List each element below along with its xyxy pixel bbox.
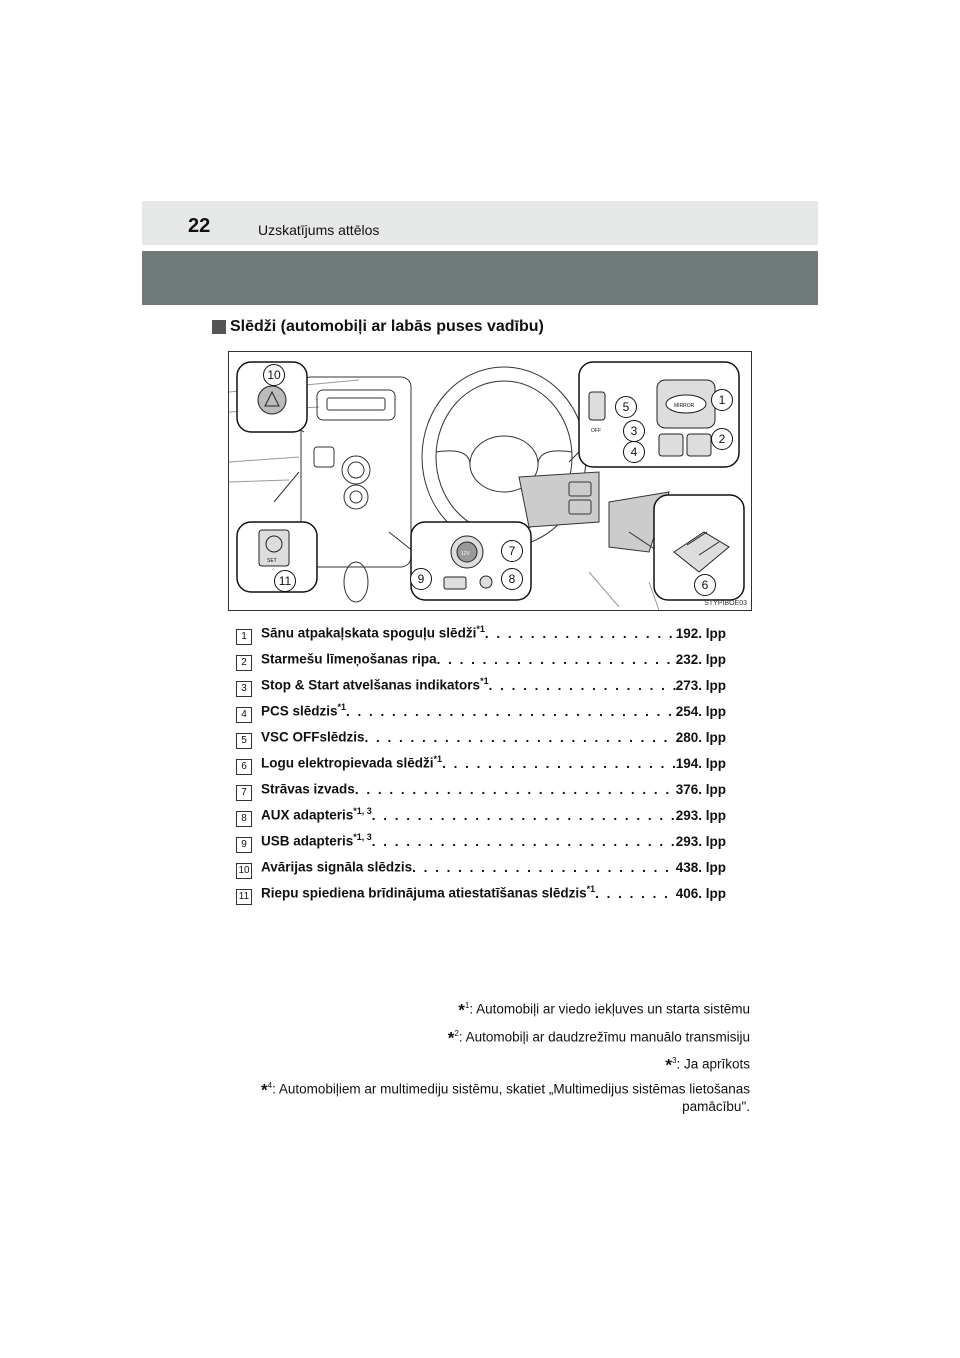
off-label: OFF bbox=[591, 428, 601, 434]
mirror-label: MIRROR bbox=[674, 403, 695, 409]
page-reference: 280. lpp bbox=[675, 729, 726, 745]
list-item bbox=[236, 728, 726, 754]
item-label: Avārijas signāla slēdzis bbox=[261, 859, 413, 875]
footnote: *$^1$: Automobiļi ar viedo iekļuves un starta sistēmu bbox=[458, 1000, 750, 1020]
callout-1: 1 bbox=[711, 389, 733, 411]
footnotes bbox=[230, 994, 750, 1115]
callout-11: 11 bbox=[274, 570, 296, 592]
figure-code: STYPIBOE03 bbox=[704, 600, 747, 607]
item-label: AUX adapteris$^{*1, 3}$ bbox=[261, 806, 372, 823]
list-item bbox=[236, 650, 726, 676]
12v-label: 12V bbox=[461, 551, 470, 557]
item-number: 5 bbox=[236, 733, 252, 749]
page-reference: 406. lpp bbox=[675, 885, 726, 901]
callout-8: 8 bbox=[501, 568, 523, 590]
section-heading-text: Slēdži (automobiļi ar labās puses vadību) bbox=[230, 318, 544, 335]
page-reference: 273. lpp bbox=[675, 677, 726, 693]
page-reference: 438. lpp bbox=[675, 859, 726, 875]
page-title: Uzskatījums attēlos bbox=[258, 222, 380, 238]
page-header bbox=[142, 201, 818, 245]
switches-illustration bbox=[228, 351, 752, 611]
square-bullet-icon bbox=[212, 320, 226, 334]
page-reference: 376. lpp bbox=[675, 781, 726, 797]
item-number: 11 bbox=[236, 889, 252, 905]
item-number: 6 bbox=[236, 759, 252, 775]
callout-9: 9 bbox=[410, 568, 432, 590]
cockpit-drawing bbox=[229, 352, 751, 610]
item-number: 3 bbox=[236, 681, 252, 697]
list-item bbox=[236, 702, 726, 728]
item-number: 1 bbox=[236, 629, 252, 645]
callout-3: 3 bbox=[623, 420, 645, 442]
page-reference: 293. lpp bbox=[675, 807, 726, 823]
item-label: Logu elektropievada slēdži$^{*1}$ bbox=[261, 754, 443, 771]
set-label: SET bbox=[267, 558, 277, 564]
item-number: 4 bbox=[236, 707, 252, 723]
item-number: 2 bbox=[236, 655, 252, 671]
item-label: Stop & Start atvelšanas indikators$^{*1}$ bbox=[261, 676, 489, 693]
item-label: Sānu atpakaļskata spoguļu slēdži$^{*1}$ bbox=[261, 624, 485, 641]
item-label: Riepu spiediena brīdinājuma atiestatīšanas slēdzis$^{*1}$ bbox=[261, 884, 596, 901]
page-number: 22 bbox=[188, 215, 211, 237]
item-number: 9 bbox=[236, 837, 252, 853]
page-reference: 194. lpp bbox=[675, 755, 726, 771]
switch-list bbox=[236, 624, 726, 910]
list-item bbox=[236, 858, 726, 884]
list-item bbox=[236, 884, 726, 910]
header-band bbox=[142, 251, 818, 305]
page-reference: 232. lpp bbox=[675, 651, 726, 667]
footnote: *$^4$: Automobiļiem ar multimediju sistēmu, skatiet „Multimedijus sistēmas lietošanas pamācību". bbox=[261, 1080, 750, 1114]
callout-2: 2 bbox=[711, 428, 733, 450]
callout-7: 7 bbox=[501, 540, 523, 562]
item-label: Starmešu līmeņošanas ripa bbox=[261, 651, 437, 667]
page-reference: 254. lpp bbox=[675, 703, 726, 719]
callout-5: 5 bbox=[615, 396, 637, 418]
list-item bbox=[236, 832, 726, 858]
list-item bbox=[236, 780, 726, 806]
footnote: *$^3$: Ja aprīkots bbox=[665, 1055, 750, 1075]
list-item bbox=[236, 676, 726, 702]
list-item bbox=[236, 806, 726, 832]
callout-4: 4 bbox=[623, 441, 645, 463]
callout-10: 10 bbox=[263, 364, 285, 386]
item-label: USB adapteris$^{*1, 3}$ bbox=[261, 832, 372, 849]
page-reference: 293. lpp bbox=[675, 833, 726, 849]
item-number: 7 bbox=[236, 785, 252, 801]
item-number: 8 bbox=[236, 811, 252, 827]
list-item bbox=[236, 624, 726, 650]
list-item bbox=[236, 754, 726, 780]
page-reference: 192. lpp bbox=[675, 625, 726, 641]
item-number: 10 bbox=[236, 863, 252, 879]
item-label: VSC OFFslēdzis bbox=[261, 729, 365, 745]
section-heading bbox=[212, 318, 544, 336]
callout-6: 6 bbox=[694, 574, 716, 596]
item-label: Strāvas izvads bbox=[261, 781, 355, 797]
item-label: PCS slēdzis$^{*1}$ bbox=[261, 702, 347, 719]
footnote: *$^2$: Automobiļi ar daudzrežīmu manuālo transmisiju bbox=[447, 1028, 750, 1047]
